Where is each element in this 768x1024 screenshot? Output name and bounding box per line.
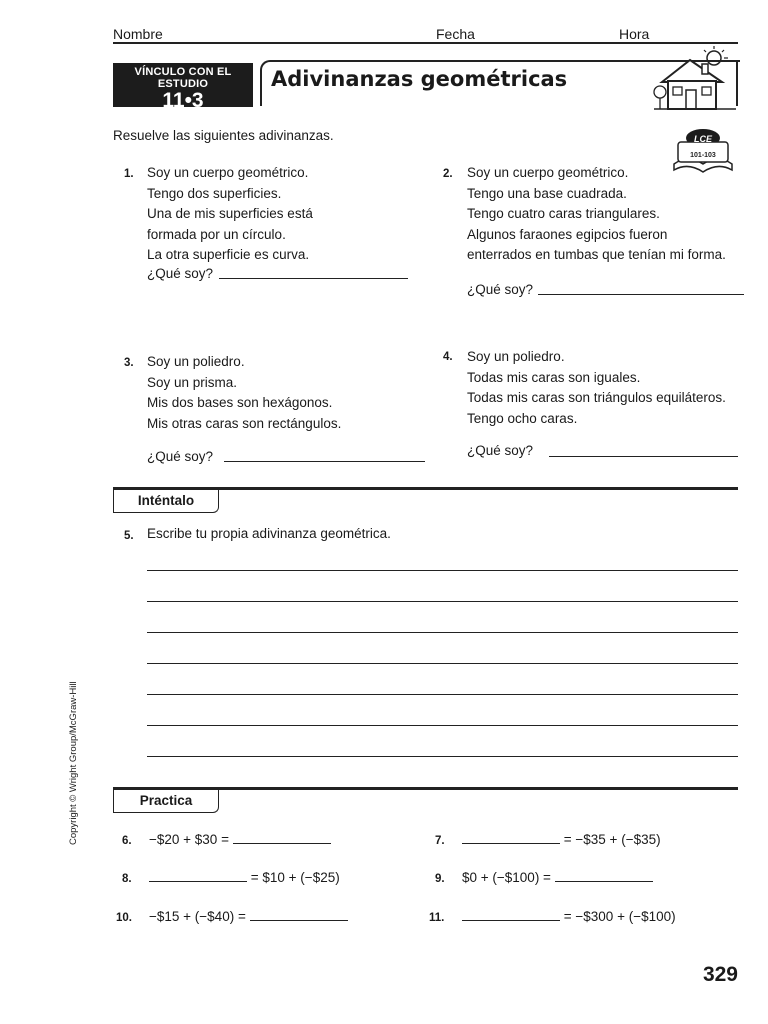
- practice-item-9: 9. $0 + (−$100) =: [435, 870, 653, 885]
- time-label: Hora: [619, 26, 650, 42]
- writing-line[interactable]: [147, 601, 738, 602]
- page-number: 329: [702, 963, 738, 986]
- riddle-4-answer-blank[interactable]: [549, 456, 738, 457]
- practice-item-7: 7. = −$35 + (−$35): [435, 832, 661, 847]
- practice-item-10: 10. −$15 + (−$40) =: [116, 909, 348, 924]
- name-label: Nombre: [113, 26, 163, 42]
- riddle-4-text: Soy un poliedro. Todas mis caras son iguales. Todas mis caras son triángulos equiláteros. Tengo ocho caras.: [467, 349, 726, 426]
- writing-line[interactable]: [147, 756, 738, 757]
- riddle-1-answer-blank[interactable]: [219, 278, 408, 279]
- riddle-4-number: 4.: [443, 351, 453, 363]
- copyright-notice: Copyright © Wright Group/McGraw-Hill: [68, 681, 79, 845]
- practice-7-blank[interactable]: [462, 842, 560, 844]
- riddle-2-question: ¿Qué soy?: [467, 282, 534, 297]
- date-label: Fecha: [436, 26, 475, 42]
- riddle-2-answer-blank[interactable]: [538, 294, 744, 295]
- practice-section-tab: Practica: [113, 790, 219, 813]
- practice-item-6: 6. −$20 + $30 =: [122, 832, 331, 847]
- page-title: Adivinanzas geométricas: [271, 67, 568, 91]
- writing-line[interactable]: [147, 694, 738, 695]
- badge-line1: VÍNCULO CON EL ESTUDIO: [134, 66, 232, 90]
- writing-line[interactable]: [147, 570, 738, 571]
- riddle-1-question: ¿Qué soy?: [147, 266, 214, 281]
- practice-item-8: 8. = $10 + (−$25): [122, 870, 340, 885]
- riddle-3-answer-blank[interactable]: [224, 461, 425, 462]
- riddle-4-question: ¿Qué soy?: [467, 443, 534, 458]
- writing-line[interactable]: [147, 663, 738, 664]
- writing-line[interactable]: [147, 632, 738, 633]
- riddle-2-number: 2.: [443, 168, 453, 180]
- lce-label: LCE: [694, 134, 712, 144]
- practice-11-blank[interactable]: [462, 919, 560, 921]
- riddle-3-text: Soy un poliedro. Soy un prisma. Mis dos bases son hexágonos. Mis otras caras son rectángulos.: [147, 354, 342, 431]
- try-item-number: 5.: [124, 530, 134, 542]
- writing-line[interactable]: [147, 725, 738, 726]
- riddle-3-number: 3.: [124, 357, 134, 369]
- lesson-badge: [113, 63, 253, 112]
- house-icon: [652, 46, 738, 116]
- practice-6-blank[interactable]: [233, 842, 331, 844]
- lce-pages: 101-103: [690, 152, 716, 159]
- riddle-2-text: Soy un cuerpo geométrico. Tengo una base cuadrada. Tengo cuatro caras triangulares. Algunos faraones egipcios fueron enterrados en tumbas que tenían mi forma.: [467, 165, 726, 262]
- header-rule: [113, 42, 738, 44]
- instructions: Resuelve las siguientes adivinanzas.: [113, 128, 334, 143]
- practice-8-blank[interactable]: [149, 880, 247, 882]
- try-section-tab: Inténtalo: [113, 490, 219, 513]
- practice-10-blank[interactable]: [250, 919, 348, 921]
- try-prompt: Escribe tu propia adivinanza geométrica.: [147, 526, 391, 541]
- riddle-3-question: ¿Qué soy?: [147, 449, 214, 464]
- riddle-1-text: Soy un cuerpo geométrico. Tengo dos superficies. Una de mis superficies está formada por un círculo. La otra superficie es curva.: [147, 165, 313, 262]
- badge-lesson-number: 11•3: [162, 89, 204, 112]
- practice-9-blank[interactable]: [555, 880, 653, 882]
- practice-item-11: 11. = −$300 + (−$100): [429, 909, 676, 924]
- riddle-1-number: 1.: [124, 168, 134, 180]
- title-right-rule: [736, 60, 738, 106]
